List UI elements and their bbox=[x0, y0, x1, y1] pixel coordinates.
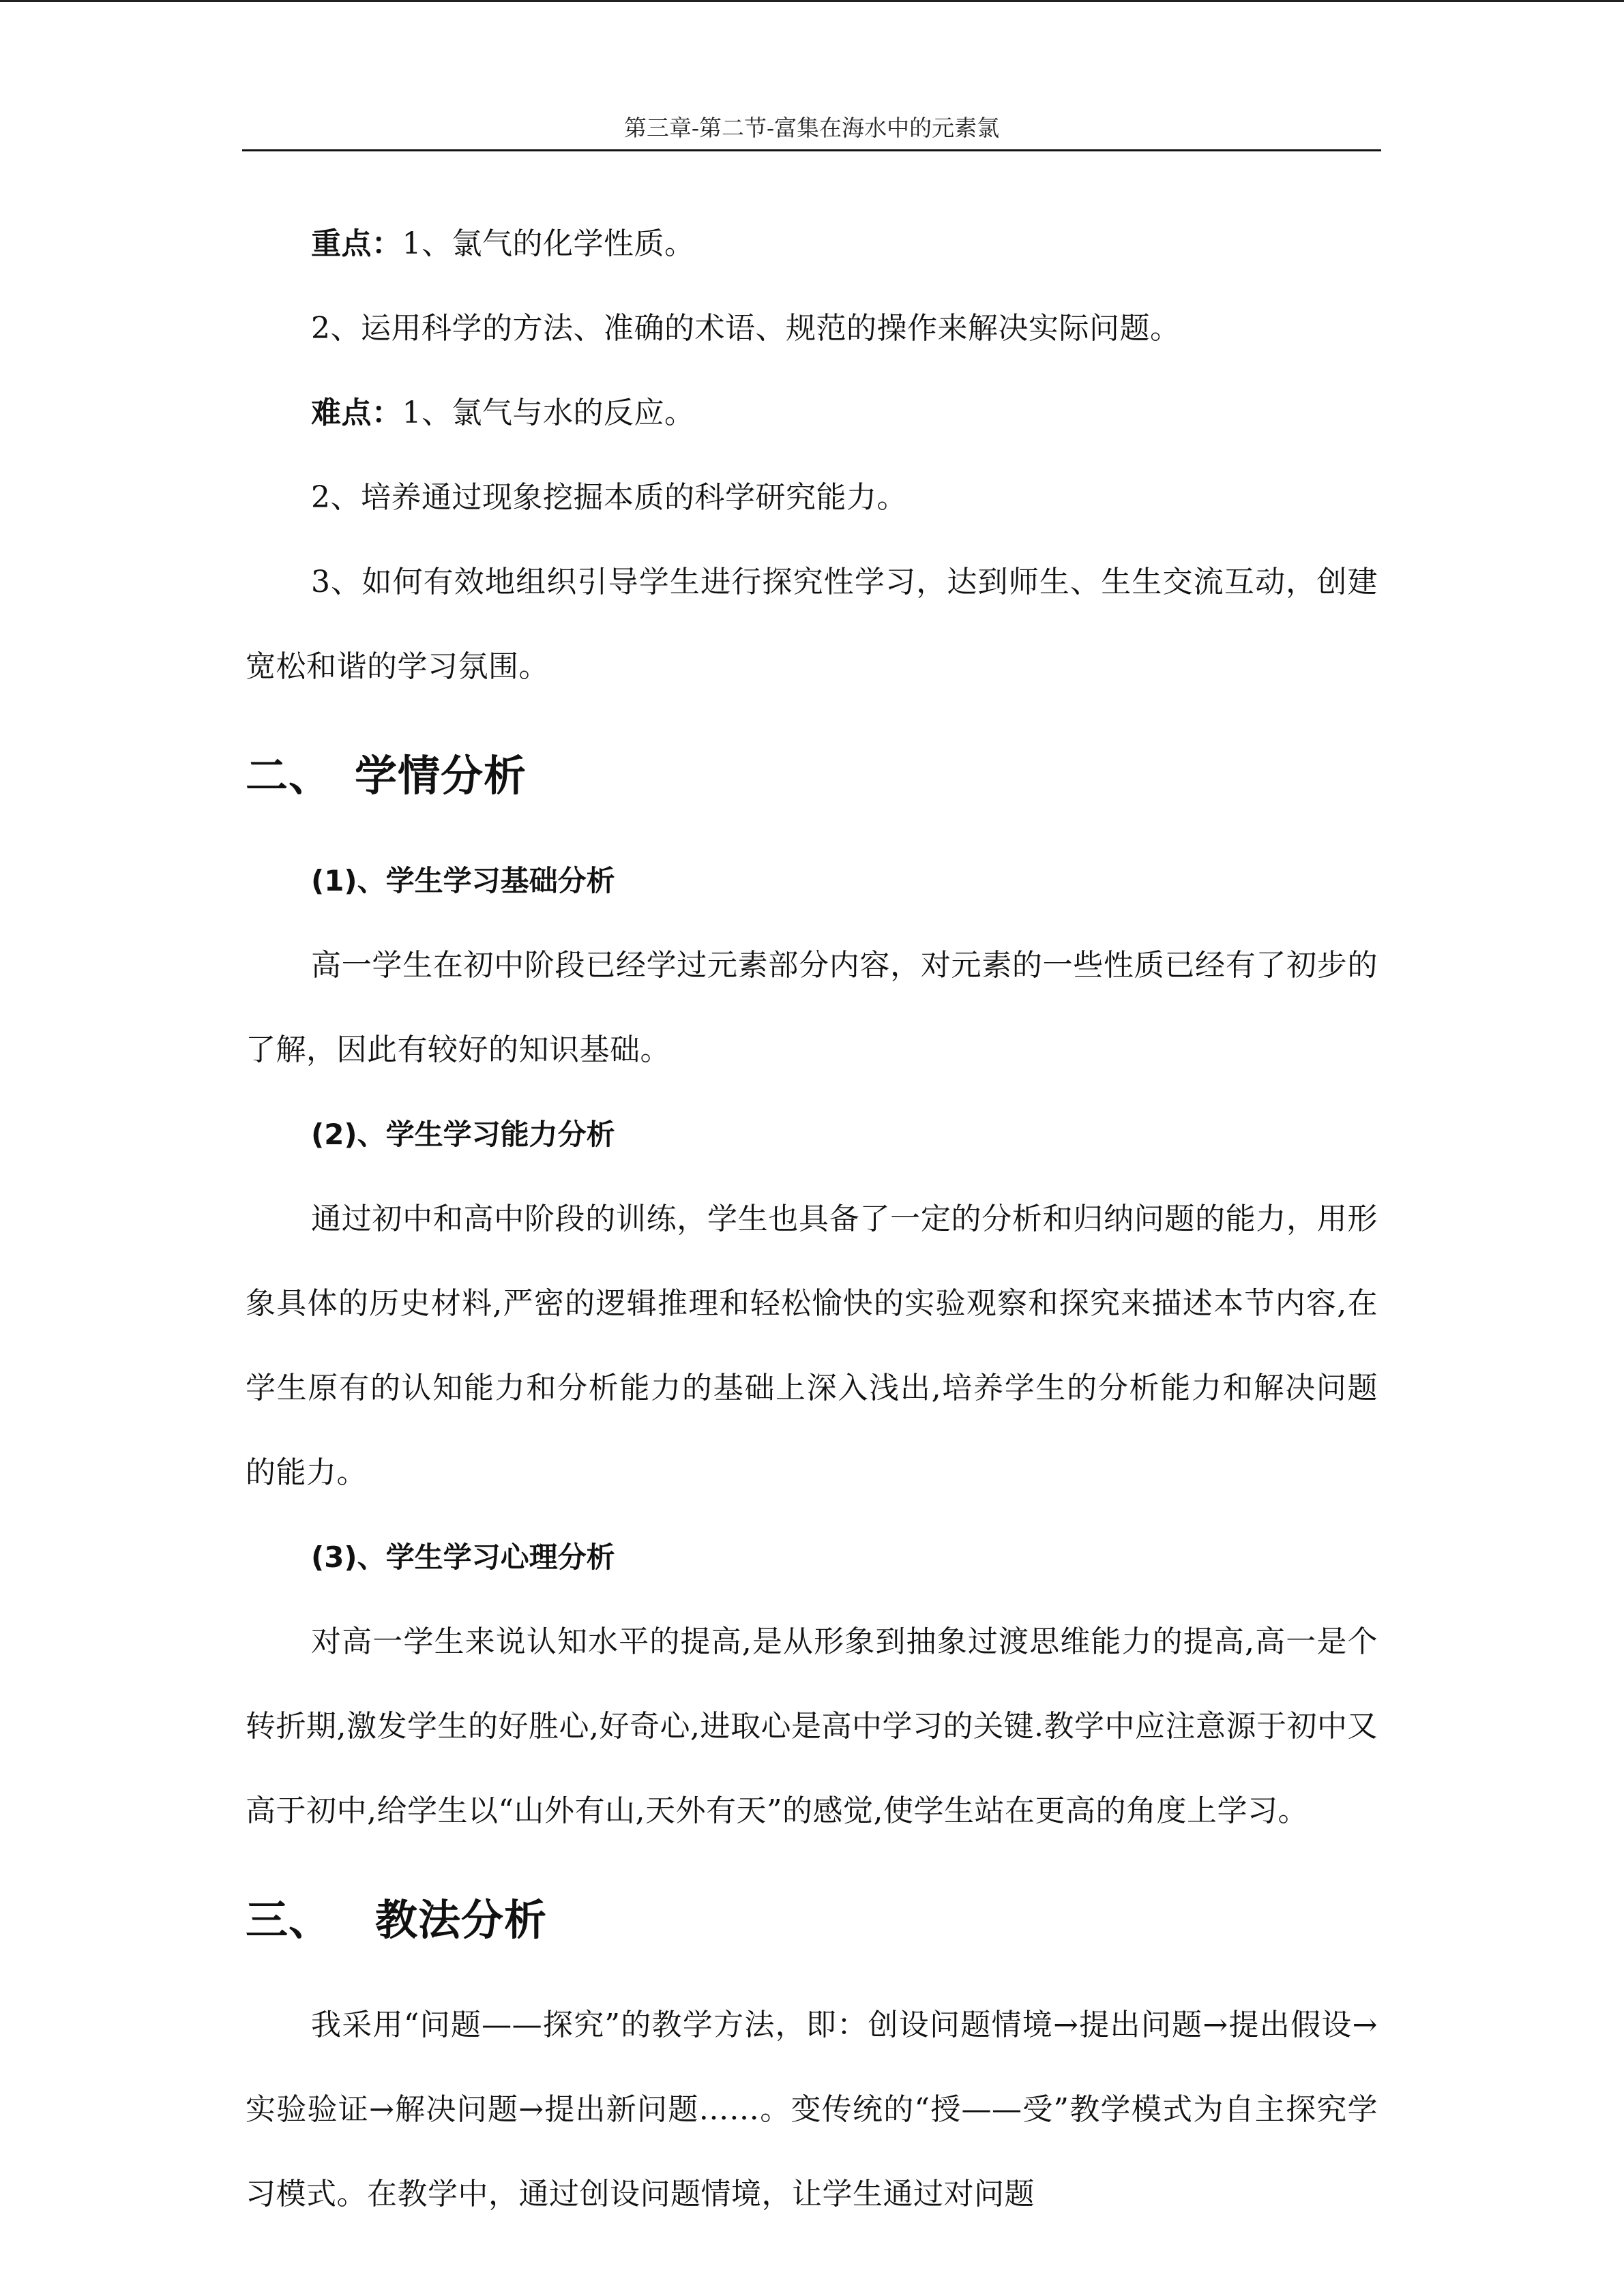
section-3-text: 我采用“问题——探究”的教学方法，即：创设问题情境→提出问题→提出假设→实验验证→解决问题→提出新问题……。变传统的“授——受”教学模式为自主探究学习模式。在教学中，通过创设问题情境，让学生通过对问题 bbox=[246, 2008, 1378, 2211]
subsection-heading-2: (2)、学生学习能力分析 bbox=[311, 1118, 615, 1151]
section-heading-3 bbox=[246, 1893, 1378, 1948]
page-top-border bbox=[0, 0, 1624, 2]
section-3-title: 教法分析 bbox=[375, 1895, 548, 1945]
section-2-number: 二、 bbox=[246, 751, 332, 801]
difficulty-2: 2、培养通过现象挖掘本质的科学研究能力。 bbox=[311, 480, 907, 515]
difficulty-3: 3、如何有效地组织引导学生进行探究性学习，达到师生、生生交流互动，创建宽松和谐的学习氛围。 bbox=[246, 565, 1378, 684]
subsection-3-text: 对高一学生来说认知水平的提高,是从形象到抽象过渡思维能力的提高,高一是个转折期,激发学生的好胜心,好奇心,进取心是高中学习的关键.教学中应注意源于初中又高于初中,给学生以“山外有山,天外有天”的感觉,使学生站在更高的角度上学习。 bbox=[246, 1624, 1378, 1828]
header-divider bbox=[242, 149, 1381, 151]
running-header: 第三章-第二节-富集在海水中的元素氯 bbox=[623, 115, 1000, 141]
key-point-1 bbox=[246, 202, 1378, 286]
subsection-1-text: 高一学生在初中阶段已经学过元素部分内容，对元素的一些性质已经有了初步的了解，因此有较好的知识基础。 bbox=[246, 948, 1378, 1067]
section-heading-2 bbox=[246, 749, 1378, 803]
difficulty-1-text: 1、氯气与水的反应。 bbox=[402, 396, 695, 430]
key-point-2: 2、运用科学的方法、准确的术语、规范的操作来解决实际问题。 bbox=[311, 311, 1181, 346]
key-point-1-text: 1、氯气的化学性质。 bbox=[402, 226, 695, 261]
difficulty-1 bbox=[246, 371, 1378, 456]
subsection-heading-3: (3)、学生学习心理分析 bbox=[311, 1540, 615, 1574]
key-point-label: 重点： bbox=[311, 226, 402, 261]
document-body bbox=[246, 202, 1378, 2237]
subsection-2-text: 通过初中和高中阶段的训练，学生也具备了一定的分析和归纳问题的能力，用形象具体的历史材料,严密的逻辑推理和轻松愉快的实验观察和探究来描述本节内容,在学生原有的认知能力和分析能力的基础上深入浅出,培养学生的分析能力和解决问题的能力。 bbox=[246, 1202, 1378, 1490]
section-3-number: 三、 bbox=[246, 1895, 332, 1945]
subsection-heading-1: (1)、学生学习基础分析 bbox=[311, 864, 615, 897]
difficulty-label: 难点： bbox=[311, 396, 402, 430]
section-2-title: 学情分析 bbox=[355, 751, 527, 801]
